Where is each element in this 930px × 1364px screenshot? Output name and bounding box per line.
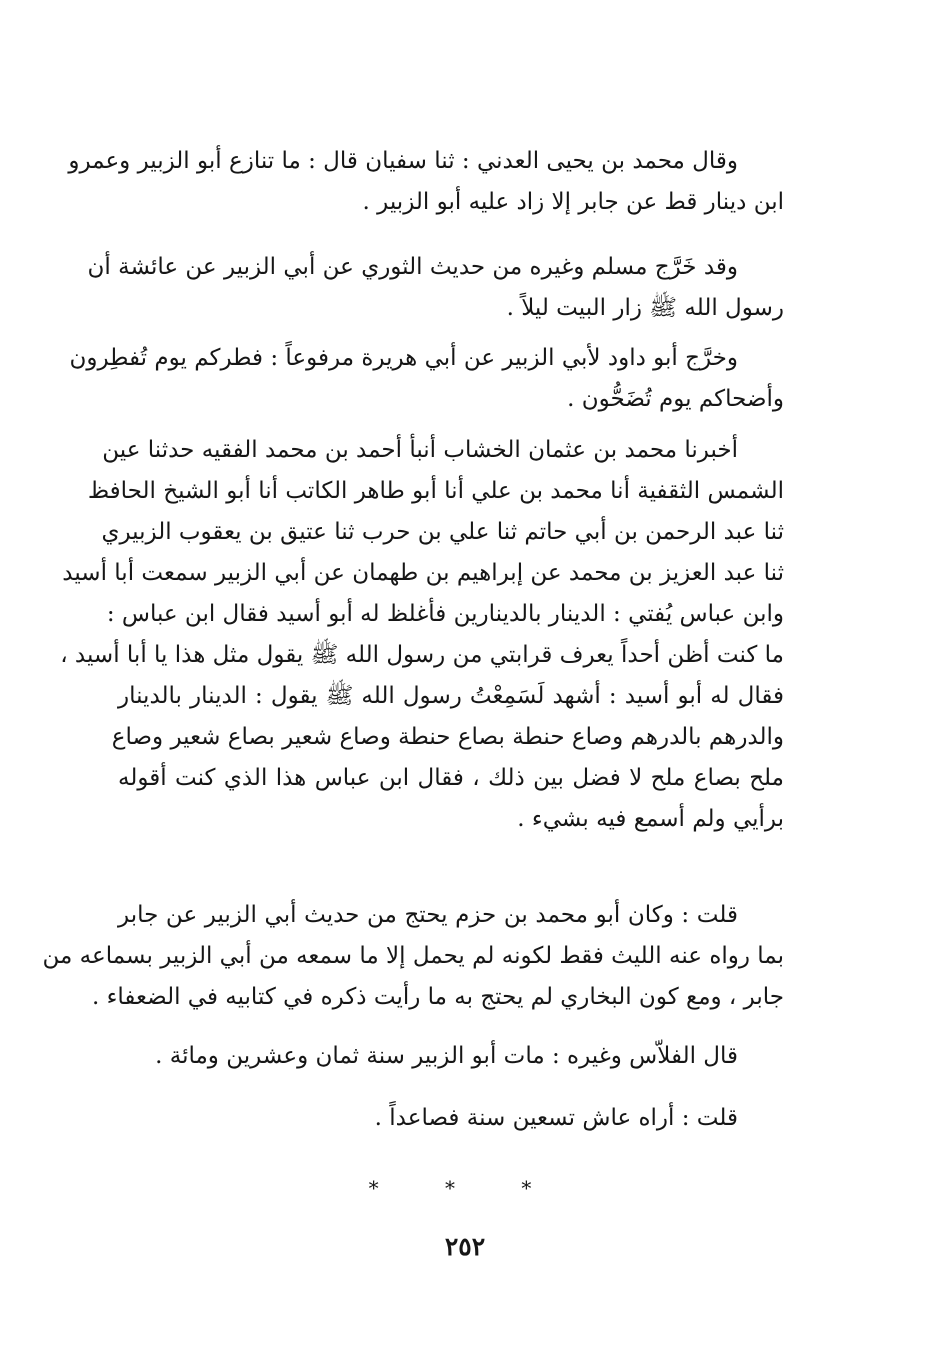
paragraph-5 [42,895,784,1018]
text-line: ابن دينار قط عن جابر إلا زاد عليه أبو الزبير . [362,189,784,215]
paragraph-6: قال الفلاّس وغيره : مات أبو الزبير سنة ثمان وعشرين ومائة . [155,1043,738,1069]
paragraph-4 [60,430,784,840]
text-line: ثنا عبد الرحمن بن أبي حاتم ثنا علي بن حرب ثنا عتيق بن يعقوب الزبيري [101,519,784,545]
text-line: وقال محمد بن يحيى العدني : ثنا سفيان قال : ما تنازع أبو الزبير وعمرو [68,148,738,174]
text-line: رسول الله ﷺ زار البيت ليلاً . [506,295,784,321]
text-line: الشمس الثقفية أنا محمد بن علي أنا أبو طاهر الكاتب أنا أبو الشيخ الحافظ [87,478,784,504]
paragraph-1 [68,141,784,223]
paragraph-3 [69,338,784,420]
text-line: جابر ، ومع كون البخاري لم يحتج به ما رأيت ذكره في كتابيه في الضعفاء . [91,984,784,1010]
text-line: والدرهم بالدرهم وصاع حنطة بصاع حنطة وصاع شعير بصاع شعير وصاع [111,724,784,750]
text-line: فقال له أبو أسيد : أشهد لَسَمِعْتُ رسول الله ﷺ يقول : الدينار بالدينار [118,683,784,709]
paragraph-2 [87,247,784,329]
text-line: ملح بصاع ملح لا فضل بين ذلك ، فقال ابن عباس هذا الذي كنت أقوله [118,765,784,791]
text-line: وأضحاكم يوم تُضَحُّون . [567,386,784,412]
text-line: وخرَّج أبو داود لأبي الزبير عن أبي هريرة مرفوعاً : فطركم يوم تُفطِرون [69,345,738,371]
text-line: ما كنت أظن أحداً يعرف قرابتي من رسول الله ﷺ يقول مثل هذا يا أبا أسيد ، [60,642,784,668]
text-line: وابن عباس يُفتي : الدينار بالدينارين فأغلظ له أبو أسيد فقال ابن عباس : [106,601,784,627]
text-line: وقد خَرَّج مسلم وغيره من حديث الثوري عن أبي الزبير عن عائشة أن [87,254,738,280]
section-separator: * * * [368,1176,562,1200]
page-number: ٢٥٢ [444,1232,486,1261]
text-line: بما رواه عنه الليث فقط لكونه لم يحمل إلا ما سمعه من أبي الزبير بسماعه من [42,943,784,969]
text-line: قلت : وكان أبو محمد بن حزم يحتج من حديث أبي الزبير عن جابر [118,902,738,928]
paragraph-7: قلت : أراه عاش تسعين سنة فصاعداً . [374,1105,738,1131]
text-line: ثنا عبد العزيز بن محمد عن إبراهيم بن طهمان عن أبي الزبير سمعت أبا أسيد [62,560,784,586]
text-line: برأيي ولم أسمع فيه بشيء . [517,806,784,832]
text-line: أخبرنا محمد بن عثمان الخشاب أنبأ أحمد بن محمد الفقيه حدثنا عين [102,437,738,463]
